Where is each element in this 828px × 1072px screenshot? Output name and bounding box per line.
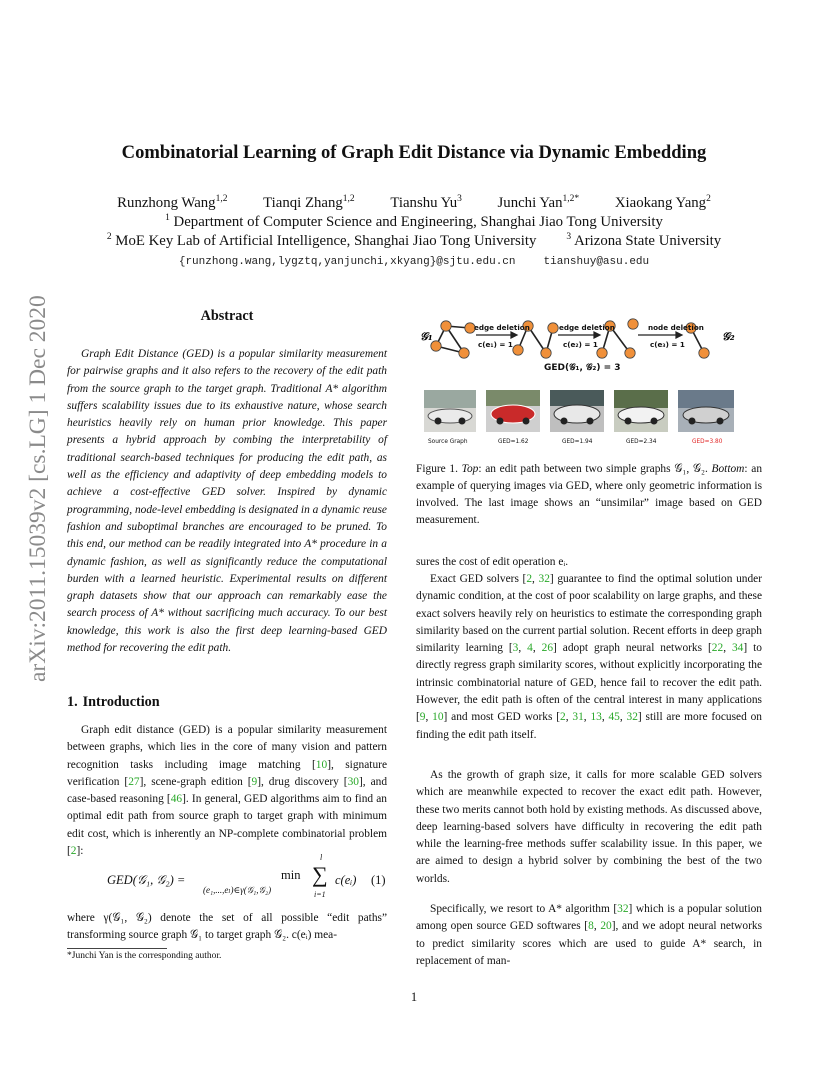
step-label: edge deletion	[474, 323, 530, 332]
citation[interactable]: 2	[526, 573, 533, 585]
citation[interactable]: 4	[527, 642, 533, 655]
author: Tianqi Zhang$^{1,2}$	[263, 194, 355, 211]
citation[interactable]: 20	[600, 920, 612, 933]
citation[interactable]: 45	[608, 711, 620, 724]
step-cost: c(e₃) = 1	[650, 340, 685, 349]
citation[interactable]: 10	[432, 711, 444, 724]
paper-title: Combinatorial Learning of Graph Edit Distance via Dynamic Embedding	[121, 142, 707, 163]
citation[interactable]: 26	[541, 642, 554, 655]
graph-1-label: 𝒢₁	[420, 330, 433, 343]
image-label: Source Graph	[428, 439, 468, 445]
citation[interactable]: 46	[170, 793, 183, 806]
right-paragraph: sures the cost of edit operation eᵢ.	[416, 556, 569, 568]
right-paragraph: Specifically, we resort to A* algorithm [32] which is a popular solution among open source GED softwares [8, 20], and we adopt neural networks to predict similarity scores which are used to guide A* search, in replacement of man-	[416, 903, 762, 967]
where-paragraph: where γ(𝒢₁, 𝒢₂) denote the set of all possible “edit paths” transforming source graph 𝒢₁ to target graph 𝒢₂. c(eᵢ) mea-	[67, 912, 387, 942]
citation[interactable]: 13	[590, 711, 602, 724]
citation[interactable]: 9	[251, 775, 258, 788]
affiliation-2-3: $^2$ MoE Key Lab of Artificial Intelligence, Shanghai Jiao Tong University $^3$ Arizona State University	[106, 232, 722, 249]
citation[interactable]: 9	[419, 711, 426, 724]
author: Junchi Yan$^{1,2*}$	[497, 194, 580, 211]
section-heading: 1. Introduction	[67, 694, 160, 710]
graph-2-label: 𝒢₂	[722, 330, 735, 343]
abstract-heading: Abstract	[200, 308, 254, 324]
email-line	[0, 256, 828, 268]
citation[interactable]: 10	[315, 758, 328, 771]
citation[interactable]: 2	[70, 845, 77, 858]
equation-1: GED(𝒢₁, 𝒢₂) = min (e₁,...,eₗ)∈γ(𝒢₁,𝒢₂) ∑ l i=1 c(eᵢ) (1)	[107, 853, 386, 899]
affiliation-1: $^1$ Department of Computer Science and Engineering, Shanghai Jiao Tong University	[165, 213, 663, 230]
car-image	[614, 390, 668, 432]
ged-value: GED(𝒢₁, 𝒢₂) = 3	[544, 363, 621, 373]
equation-number: (1)	[371, 873, 386, 887]
step-cost: c(e₁) = 1	[478, 340, 513, 349]
footnote-rule	[67, 948, 167, 949]
image-label: GED=2.34	[626, 439, 657, 445]
citation[interactable]: 2	[560, 711, 566, 724]
author: Runzhong Wang$^{1,2}$	[117, 194, 228, 211]
author-list	[0, 195, 828, 212]
citation[interactable]: 32	[538, 573, 550, 585]
citation[interactable]: 31	[572, 711, 584, 724]
abstract-text: Graph Edit Distance (GED) is a popular similarity measurement for pairwise graphs and it also refers to the recovery of the edit path from the source graph to the target graph. Traditional A* algorithm suffers scalability issues due to its exhaustive nature, whose search heuristics heavily rely on human prior knowledge. This paper presents a hybrid approach by combing the interpretability of traditional search-based techniques for producing the edit path, as well as the efficiency and adaptivity of deep embedding models to achieve a cost-effective GED solver. Inspired by dynamic programming, node-level embedding is designated in a dynamic reuse fashion and suboptimal branches are encouraged to be pruned. To this end, our method can be readily integrated into A* procedure in a dynamic fashion, as well as significantly reduce the computational burden with a learned heuristic. Experimental results on different graph datasets show that our approach can remarkably ease the search process of A* without sacrificing much accuracy. To our best knowledge, this work is also the first deep learning-based GED method for recovering the edit path.	[67, 348, 387, 655]
citation[interactable]: 3	[512, 642, 519, 655]
car-image	[424, 390, 476, 432]
car-image	[550, 390, 604, 432]
arxiv-sidebar	[16, 290, 56, 685]
car-image	[678, 390, 734, 432]
citation[interactable]: 27	[128, 775, 140, 788]
arxiv-id: arXiv:2011.15039v2 [cs.LG] 1 Dec 2020	[25, 295, 51, 682]
figure-1	[416, 308, 762, 456]
footnote: *Junchi Yan is the corresponding author.	[67, 951, 222, 961]
author: Xiaokang Yang$^2$	[614, 194, 711, 211]
image-label: GED=1.94	[562, 439, 593, 445]
right-paragraph: Exact GED solvers [2, 32] guarantee to find the optimal solution under dynamic condition, at the cost of poor scalability on large graphs, and these exact solvers heavily rely on heuristics to estimate the corresponding graph similarity based on the current partial solution. Recent efforts in deep graph similarity learning [3, 4, 26] adopt graph neural networks [22, 34] to directly regress graph similarity scores, without explicitly incorporating the intrinsic combinatorial nature of GED, hence fail to recover the edit path. However, the edit path is often of the central interest in many applications [9, 10] and most GED works [2, 31, 13, 45, 32] still are more focused on finding the edit path itself.	[416, 573, 763, 741]
page-number: 1	[410, 990, 418, 1004]
step-label: node deletion	[648, 323, 704, 332]
citation[interactable]: 32	[626, 711, 638, 724]
email-group: {runzhong.wang,lygztq,yanjunchi,xkyang}@sjtu.edu.cn	[178, 256, 516, 268]
car-image	[486, 390, 540, 432]
figure-caption: Figure 1. Top: an edit path between two simple graphs 𝒢₁, 𝒢₂. Bottom: an example of querying images via GED, where only geometric information is involved. The last image shows an “unsimilar” image based on GED measurement.	[416, 463, 763, 526]
citation[interactable]: 30	[347, 775, 359, 788]
citation[interactable]: 8	[588, 920, 594, 933]
image-label: GED=1.62	[498, 439, 529, 445]
citation[interactable]: 34	[731, 642, 744, 655]
author: Tianshu Yu$^3$	[390, 194, 462, 211]
citation[interactable]: 22	[711, 642, 724, 655]
intro-paragraph: Graph edit distance (GED) is a popular similarity measurement between graphs, which lies in the core of many vision and pattern recognition tasks including image matching [10], signature verification [27], scene-graph edition [9], drug discovery [30], and case-based reasoning [46]. In general, GED algorithms aim to find an optimal edit path from source graph to target graph with minimum edit cost, which is inherently an NP-complete combinatorial problem [2]:	[67, 724, 388, 858]
step-label: edge deletion	[559, 323, 615, 332]
citation[interactable]: 32	[617, 903, 629, 915]
step-cost: c(e₂) = 1	[563, 340, 598, 349]
image-label: GED=3.80	[692, 439, 723, 445]
right-paragraph: As the growth of graph size, it calls for more scalable GED solvers which are meanwhile expected to recover the exact edit path. However, these two merits cannot both hold by existing methods. As discussed above, deep learning-based solvers have difficulty in recovering the edit path while the learning-free methods suffer scalability issue. In this paper, we are aimed to design a hybrid solver by combining the best of the two worlds.	[416, 769, 762, 885]
email-single: tianshuy@asu.edu	[543, 256, 650, 268]
